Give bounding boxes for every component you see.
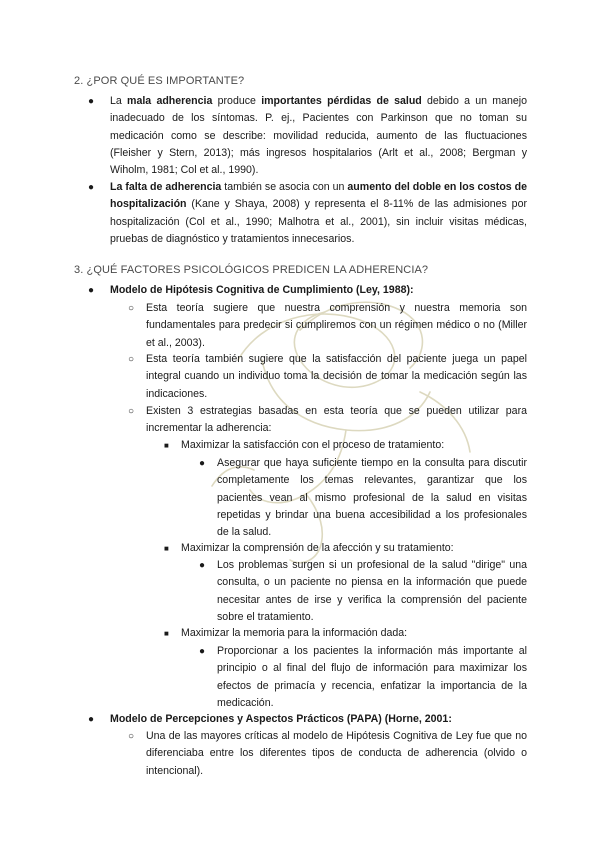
section-3-heading: 3. ¿QUÉ FACTORES PSICOLÓGICOS PREDICEN LA ADHERENCIA? <box>74 264 429 276</box>
strategy-3-label: Maximizar la memoria para la información dada: <box>181 627 408 639</box>
bullet-disc-icon: ● <box>88 714 95 725</box>
bullet-square-icon: ■ <box>164 544 169 553</box>
strategy-2-detail: Los problemas surgen si un profesional de la salud "dirige" una consulta, o un paciente no piensa en la información que puede necesitar antes de irse y verifica la comprensión del paciente sobre el tratamiento. <box>217 559 527 623</box>
bullet-circle-icon: ○ <box>128 731 135 742</box>
strategy-1-label: Maximizar la satisfacción con el proceso de tratamiento: <box>181 439 445 451</box>
bullet-circle-icon: ○ <box>128 354 135 365</box>
model-2-title: Modelo de Percepciones y Aspectos Prácticos (PAPA) (Horne, 2001: <box>110 713 452 725</box>
bullet-square-icon: ■ <box>164 629 169 638</box>
section-2-heading: 2. ¿POR QUÉ ES IMPORTANTE? <box>74 75 245 87</box>
section-2-bullet-1: La mala adherencia produce importantes pérdidas de salud debido a un manejo inadecuado de los síntomas. P. ej., Pacientes con Parkinson que no toman su medicación como se describe: movilidad reducida, aumento de las fluctuaciones (Fleisher y Stern, 2013); más ingresos hospitalarios (Arlt et al., 2008; Bergman y Wiholm, 1981; Col et al., 1990). <box>110 95 528 177</box>
bullet-circle-icon: ○ <box>128 303 135 314</box>
bullet-square-icon: ■ <box>164 441 169 450</box>
bullet-disc-icon: ● <box>88 285 95 296</box>
bullet-disc-icon: ● <box>199 646 206 657</box>
model-1-point-3: Existen 3 estrategias basadas en esta teoría que se pueden utilizar para incrementar la adherencia: <box>146 405 527 435</box>
strategy-3-detail: Proporcionar a los pacientes la información más importante al principio o al final del flujo de información para maximizar los efectos de primacía y recencia, enfatizar la importancia de la medicación. <box>217 645 527 709</box>
model-2-point-1: Una de las mayores críticas al modelo de Hipótesis Cognitiva de Ley fue que no diferenciaba entre los diferentes tipos de conducta de adherencia (olvido o intencional). <box>146 730 527 777</box>
model-1-point-2: Esta teoría también sugiere que la satisfacción del paciente juega un papel integral cuando un individuo toma la decisión de tomar la medicación según las indicaciones. <box>146 353 527 400</box>
section-2-bullet-2: La falta de adherencia también se asocia con un aumento del doble en los costos de hospitalización (Kane y Shaya, 2008) y representa el 8-11% de las admisiones por hospitalización (Col et al., 1990; Malhotra et al., 2001), sin incluir visitas médicas, pruebas de diagnóstico y tratamientos innecesarios. <box>110 181 527 245</box>
bullet-disc-icon: ● <box>88 182 95 193</box>
bullet-disc-icon: ● <box>88 96 95 107</box>
model-1-title: Modelo de Hipótesis Cognitiva de Cumplimiento (Ley, 1988): <box>110 284 414 296</box>
bullet-circle-icon: ○ <box>128 406 135 417</box>
bullet-disc-icon: ● <box>199 560 206 571</box>
strategy-2-label: Maximizar la comprensión de la afección y su tratamiento: <box>181 542 454 554</box>
bullet-disc-icon: ● <box>199 458 206 469</box>
model-1-point-1: Esta teoría sugiere que nuestra comprensión y nuestra memoria son fundamentales para predecir si cumpliremos con un régimen médico o no (Miller et al., 2003). <box>146 302 527 349</box>
strategy-1-detail: Asegurar que haya suficiente tiempo en la consulta para discutir completamente los temas relevantes, garantizar que los pacientes vean al mismo profesional de la salud en visitas repetidas y brindar una buena accesibilidad a los profesionales de la salud. <box>217 457 527 539</box>
